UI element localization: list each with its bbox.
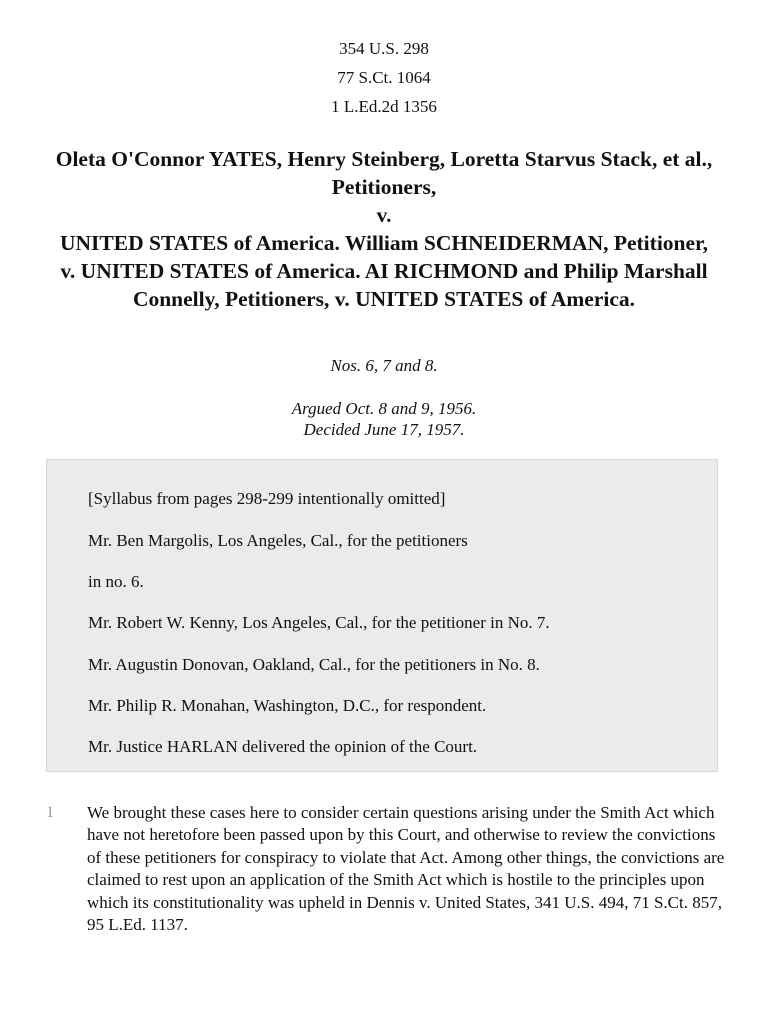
syllabus-note: [Syllabus from pages 298-299 intentionally omitted] <box>88 489 446 508</box>
lawyers-edition-citation: 1 L.Ed.2d 1356 <box>331 97 437 116</box>
paragraph-number: 1 <box>46 804 54 821</box>
case-title-respondents: UNITED STATES of America. William SCHNEIDERMAN, Petitioner, v. UNITED STATES of America. AI RICHMOND and Philip Marshall Connelly, Petitioners, v. UNITED STATES of America. <box>59 231 708 311</box>
counsel-line: Mr. Augustin Donovan, Oakland, Cal., for the petitioners in No. 8. <box>88 655 540 674</box>
case-dates <box>0 398 768 440</box>
counsel-line: Mr. Ben Margolis, Los Angeles, Cal., for the petitioners <box>88 531 468 550</box>
opinion-author-line: Mr. Justice HARLAN delivered the opinion of the Court. <box>88 737 478 756</box>
paragraph-text: We brought these cases here to consider certain questions arising under the Smith Act which have not heretofore been passed upon by this Court, and otherwise to review the convictions of these petitioners for conspiracy to violate that Act. Among other things, the convictions are claimed to rest upon an application of the Smith Act which is hostile to the principles upon which its constitutionality was upheld in Dennis v. United States, 341 U.S. 494, 71 S.Ct. 857, 95 L.Ed. 1137. <box>87 803 725 935</box>
decided-date: Decided June 17, 1957. <box>303 420 465 439</box>
counsel-line: Mr. Philip R. Monahan, Washington, D.C., for respondent. <box>88 696 487 715</box>
counsel-line: in no. 6. <box>88 572 144 591</box>
us-reports-citation: 354 U.S. 298 <box>339 39 429 58</box>
supreme-court-reporter-citation: 77 S.Ct. 1064 <box>337 68 431 87</box>
argued-date: Argued Oct. 8 and 9, 1956. <box>291 399 477 418</box>
syllabus-box <box>46 459 718 772</box>
case-title <box>50 145 718 313</box>
counsel-line: Mr. Robert W. Kenny, Los Angeles, Cal., for the petitioner in No. 7. <box>88 613 550 632</box>
docket-numbers: Nos. 6, 7 and 8. <box>330 356 438 375</box>
case-title-versus: v. <box>376 203 392 227</box>
citation-block <box>0 34 768 121</box>
case-title-petitioners: Oleta O'Connor YATES, Henry Steinberg, Loretta Starvus Stack, et al., Petitioners, <box>55 147 713 199</box>
